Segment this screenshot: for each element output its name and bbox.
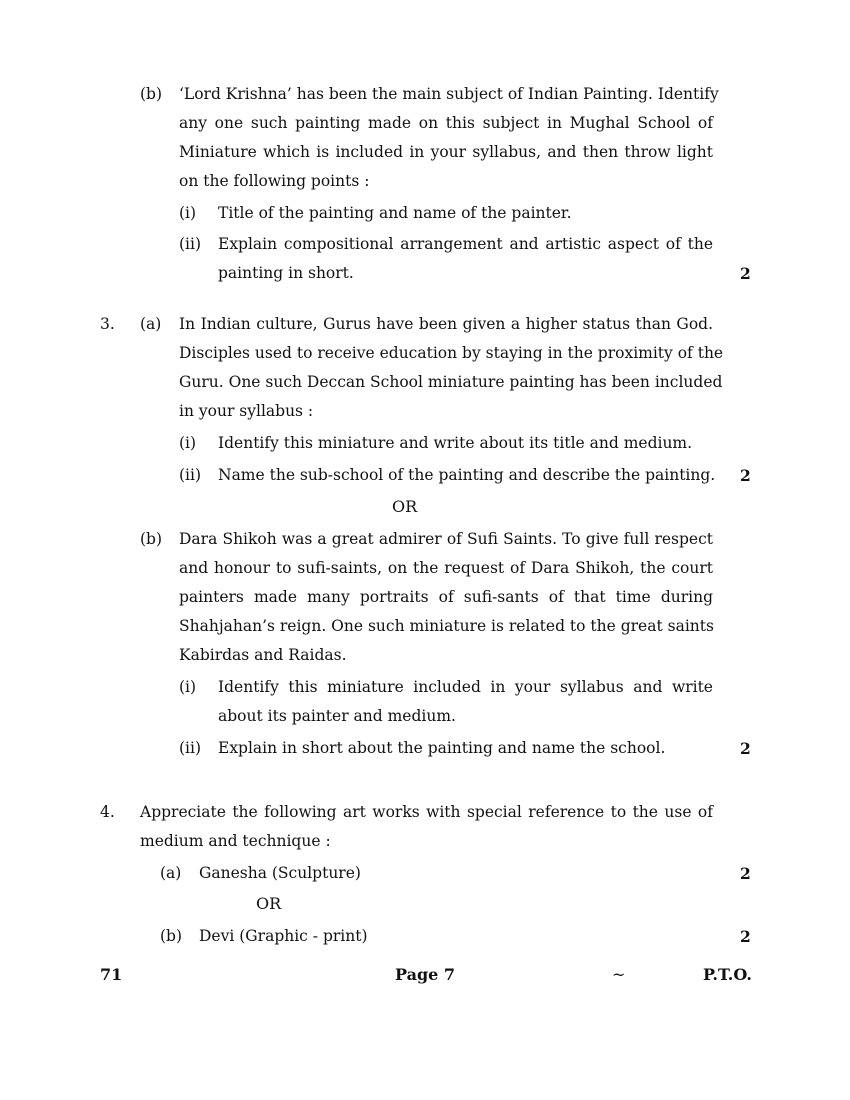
q3b-line: painters made many portraits of sufi-sants of that time during <box>179 588 713 606</box>
q4a-label: (a) <box>160 864 182 882</box>
q3b-text <box>179 525 713 670</box>
q3a-sub2-label: (ii) <box>179 466 202 484</box>
q3a-label: (a) <box>140 315 162 333</box>
q3a-line: Guru. One such Deccan School miniature painting has been included <box>179 373 723 391</box>
q2b-sub2-line: painting in short. <box>218 264 354 282</box>
q4b-text: Devi (Graphic - print) <box>199 927 368 945</box>
q3-number: 3. <box>100 315 115 333</box>
q2b-sub2-text <box>218 230 713 288</box>
q3-or-divider: OR <box>392 497 418 516</box>
q3b-line: and honour to sufi-saints, on the request of Dara Shikoh, the court <box>179 559 713 577</box>
q3a-line: Disciples used to receive education by staying in the proximity of the <box>179 344 724 362</box>
q3a-sub1-label: (i) <box>179 434 197 452</box>
pto-label: P.T.O. <box>703 965 752 984</box>
q2b-text <box>179 80 719 196</box>
q2b-line: ‘Lord Krishna’ has been the main subject of Indian Painting. Identify <box>179 85 719 103</box>
q3b-sub1-line: Identify this miniature included in your syllabus and write <box>218 678 713 696</box>
q4a-text: Ganesha (Sculpture) <box>199 864 361 882</box>
paper-code: 71 <box>100 965 123 984</box>
q4a-marks: 2 <box>740 864 751 883</box>
q3a-marks: 2 <box>740 466 751 485</box>
q4b-marks: 2 <box>740 927 751 946</box>
q3a-sub2-text: Name the sub-school of the painting and describe the painting. <box>218 466 716 484</box>
q4-or-divider: OR <box>256 894 282 913</box>
q3a-text <box>179 310 724 426</box>
q2b-label: (b) <box>140 85 163 103</box>
q2b-sub2-label: (ii) <box>179 235 202 253</box>
q4b-label: (b) <box>160 927 183 945</box>
q2b-line: on the following points : <box>179 172 370 190</box>
q4-text <box>140 798 713 856</box>
q3b-marks: 2 <box>740 739 751 758</box>
q3b-line: Kabirdas and Raidas. <box>179 646 347 664</box>
q3b-sub2-text: Explain in short about the painting and name the school. <box>218 739 666 757</box>
q3b-line: Shahjahan’s reign. One such miniature is related to the great saints <box>179 617 714 635</box>
q3b-sub1-line: about its painter and medium. <box>218 707 456 725</box>
q2b-line: Miniature which is included in your syllabus, and then throw light <box>179 143 713 161</box>
q3b-label: (b) <box>140 530 163 548</box>
q4-line: medium and technique : <box>140 832 331 850</box>
q2b-sub1-label: (i) <box>179 204 197 222</box>
q3a-line: in your syllabus : <box>179 402 314 420</box>
q2b-sub2-line: Explain compositional arrangement and artistic aspect of the <box>218 235 713 253</box>
q4-line: Appreciate the following art works with special reference to the use of <box>140 803 713 821</box>
q3b-line: Dara Shikoh was a great admirer of Sufi Saints. To give full respect <box>179 530 713 548</box>
q3b-sub1-text <box>218 673 713 731</box>
q4-number: 4. <box>100 803 115 821</box>
q3b-sub2-label: (ii) <box>179 739 202 757</box>
q3a-line: In Indian culture, Gurus have been given a higher status than God. <box>179 315 713 333</box>
q2b-marks: 2 <box>740 264 751 283</box>
tilde-mark: ~ <box>612 965 626 984</box>
q2b-line: any one such painting made on this subject in Mughal School of <box>179 114 713 132</box>
q3b-sub1-label: (i) <box>179 678 197 696</box>
page-number: Page 7 <box>395 965 456 984</box>
q3a-sub1-text: Identify this miniature and write about its title and medium. <box>218 434 693 452</box>
q2b-sub1-text: Title of the painting and name of the painter. <box>218 204 572 222</box>
